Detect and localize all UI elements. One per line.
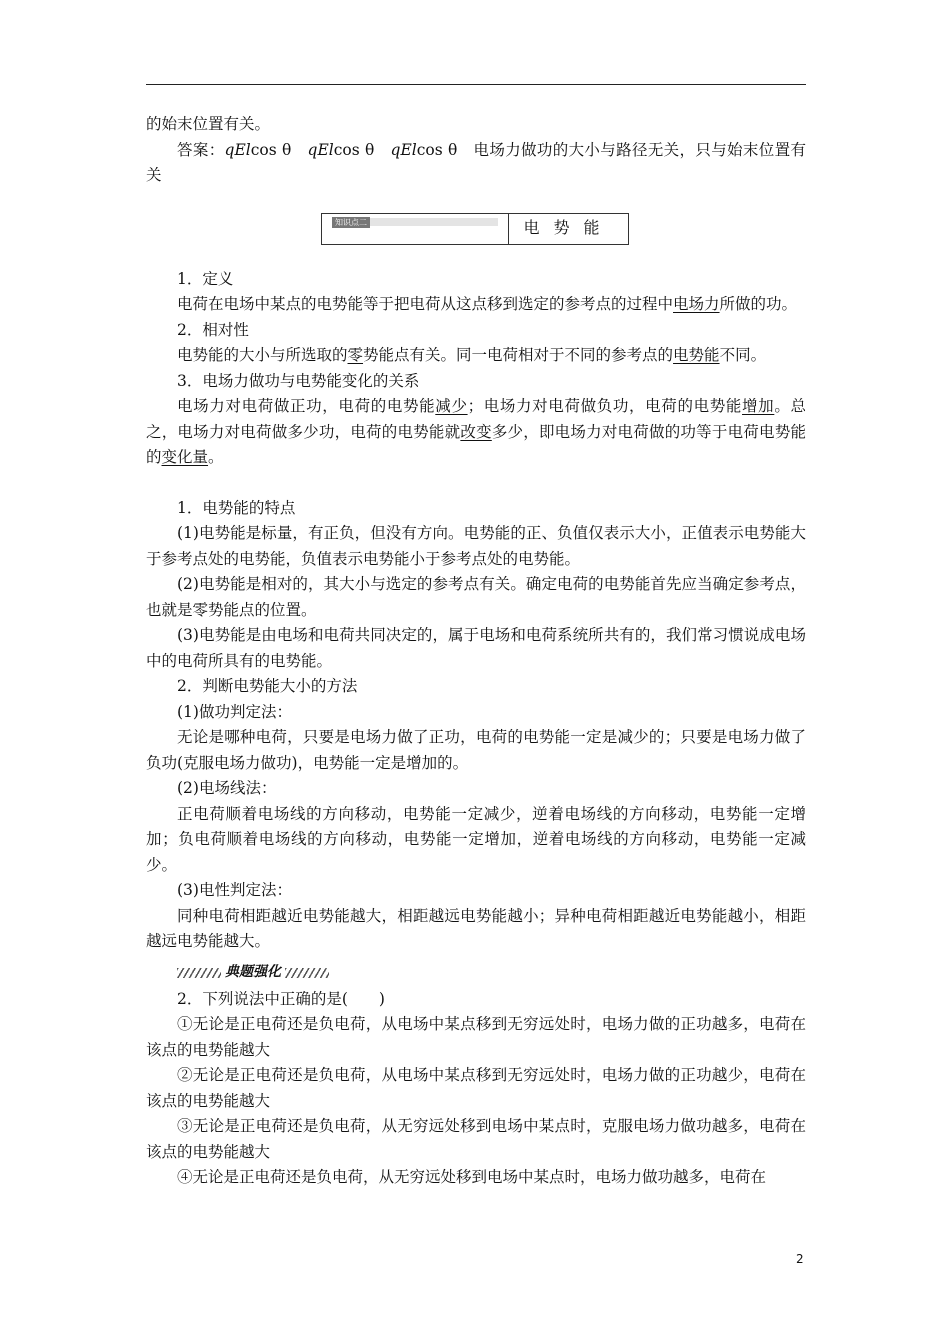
feature-3: (3)电势能是由电场和电荷共同决定的，属于电场和电荷系统所共有的，我们常习惯说成电场中的电荷所具有的电势能。 [146, 626, 806, 670]
method-2-title: (2)电场线法： [177, 779, 277, 797]
header-rule [146, 84, 806, 85]
feature-1: (1)电势能是标量，有正负，但没有方向。电势能的正、负值仅表示大小，正值表示电势能大于参考点处的电势能，负值表示电势能小于参考点处的电势能。 [146, 524, 806, 568]
blank-answer: 改变 [460, 422, 492, 441]
question-stem: 2．下列说法中正确的是( ) [177, 989, 385, 1008]
blank-answer: 电场力 [673, 295, 720, 313]
method-1-title: (1)做功判定法： [177, 702, 292, 721]
formula-1: qElcos θ [224, 140, 292, 159]
heading-features: 1．电势能的特点 [177, 498, 296, 517]
formula-2: qElcos θ [307, 140, 375, 159]
question-option-2: ②无论是正电荷还是负电荷，从电场中某点移到无穷远处时，电场力做的正功越少，电荷在该点的电势能越大 [146, 1066, 806, 1110]
typical-examples-label: 典题强化 [225, 963, 281, 980]
page-number: 2 [796, 1252, 804, 1266]
method-2-text: 正电荷顺着电场线的方向移动，电势能一定减少，逆着电场线的方向移动，电势能一定增加；负电荷顺着电场线的方向移动，电势能一定增加，逆着电场线的方向移动，电势能一定减少。 [146, 804, 806, 874]
continuation-text: 的始末位置有关。 [146, 115, 271, 133]
feature-2: (2)电势能是相对的，其大小与选定的参考点有关。确定电荷的电势能首先应当确定参考点，也就是零势能点的位置。 [146, 575, 806, 619]
hatch-decoration-left [177, 968, 221, 978]
hatch-decoration-right [285, 968, 329, 978]
section-tag-box [321, 213, 629, 245]
question-option-1: ①无论是正电荷还是负电荷，从电场中某点移到无穷远处时，电场力做的正功越多，电荷在该点的电势能越大 [146, 1015, 806, 1059]
method-1-text: 无论是哪种电荷，只要是电场力做了正功，电荷的电势能一定是减少的；只要是电场力做了负功(克服电场力做功)，电势能一定是增加的。 [146, 728, 806, 772]
answer-line: 答案：qElcos θ qElcos θ qElcos θ 电场力做功的大小与路径无关，只与始末位置有关 [146, 140, 806, 184]
blank-answer: 电势能 [673, 346, 720, 364]
blank-answer: 减少 [435, 397, 468, 415]
work-relation-text: 电场力对电荷做正功，电荷的电势能减少；电场力对电荷做负功，电荷的电势能增加。总之，电场力对电荷做多少功，电荷的电势能就改变多少，即电场力对电荷做的功等于电荷电势能的变化量。 [146, 397, 806, 466]
section-tag-title: 电势能 [523, 217, 614, 237]
method-3-title: (3)电性判定法： [177, 881, 292, 899]
method-3-text: 同种电荷相距越近电势能越大，相距越远电势能越小；异种电荷相距越近电势能越小，相距越远电势能越大。 [146, 906, 806, 950]
blank-answer: 变化量 [161, 448, 209, 466]
page-body [146, 112, 806, 1191]
heading-definition: 1．定义 [177, 269, 234, 288]
heading-methods: 2．判断电势能大小的方法 [177, 677, 358, 695]
heading-work-relation: 3．电场力做功与电势能变化的关系 [177, 371, 420, 390]
question-option-4: ④无论是正电荷还是负电荷，从无穷远处移到电场中某点时，电场力做功越多，电荷在 [177, 1168, 767, 1186]
section-tag-label: 知识点二 [332, 217, 370, 228]
question-option-3: ③无论是正电荷还是负电荷，从无穷远处移到电场中某点时，克服电场力做功越多，电荷在该点的电势能越大 [146, 1117, 806, 1161]
blank-answer: 增加 [742, 397, 775, 415]
relativity-text: 电势能的大小与所选取的零势能点有关。同一电荷相对于不同的参考点的电势能不同。 [177, 346, 767, 364]
definition-text: 电荷在电场中某点的电势能等于把电荷从这点移到选定的参考点的过程中电场力所做的功。 [177, 295, 798, 313]
formula-3: qElcos θ [390, 140, 458, 159]
typical-examples-banner [177, 961, 806, 985]
blank-answer: 零 [347, 346, 364, 364]
heading-relativity: 2．相对性 [177, 320, 249, 339]
